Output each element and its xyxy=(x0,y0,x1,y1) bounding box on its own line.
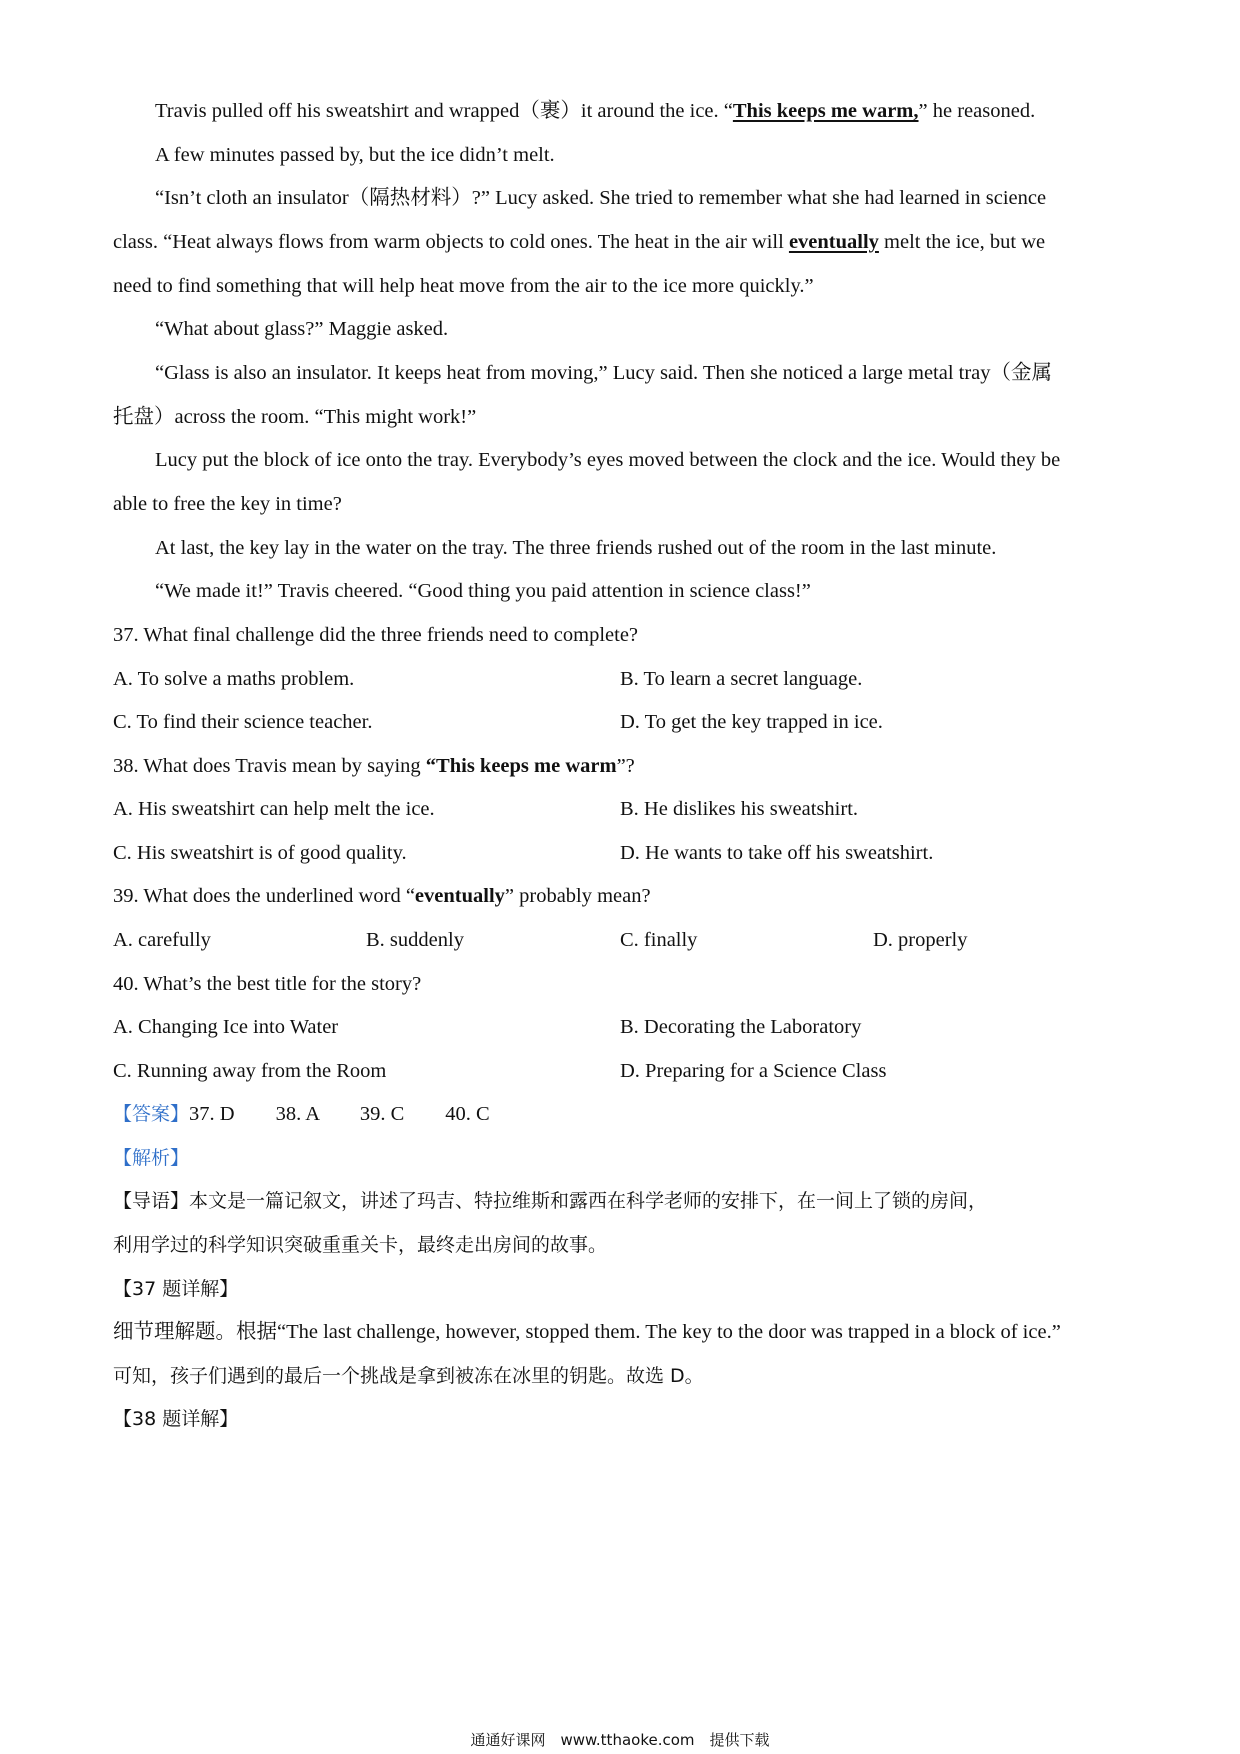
question-37-option-a: A. To solve a maths problem. xyxy=(113,668,355,690)
answer-label: 【答案】 xyxy=(113,1103,190,1125)
story-paragraph-6-line-1: Lucy put the block of ice onto the tray. Everybody’s eyes moved between the clock and the ice. Would they be xyxy=(155,449,1061,471)
q37-detail-line-2: 可知，孩子们遇到的最后一个挑战是拿到被冻在冰里的钥匙。故选 D。 xyxy=(113,1365,704,1387)
story-paragraph-4: “What about glass?” Maggie asked. xyxy=(155,318,449,340)
story-paragraph-6-line-2: able to free the key in time? xyxy=(113,493,342,515)
question-38-option-b: B. He dislikes his sweatshirt. xyxy=(620,798,859,820)
question-39-option-d: D. properly xyxy=(873,929,968,951)
answer-values: 37. D 38. A 39. C 40. C xyxy=(189,1103,490,1125)
question-text: 39. What does the underlined word “ xyxy=(113,885,415,907)
story-paragraph-8: “We made it!” Travis cheered. “Good thing you paid attention in science class!” xyxy=(155,580,811,602)
quoted-word: eventually xyxy=(414,885,505,907)
story-paragraph-3-line-3: need to find something that will help heat move from the air to the ice more quickly.” xyxy=(113,275,814,297)
question-37-stem: 37. What final challenge did the three friends need to complete? xyxy=(113,624,639,646)
underlined-word: eventually xyxy=(788,231,879,253)
question-38-option-c: C. His sweatshirt is of good quality. xyxy=(113,842,407,864)
story-text: melt the ice, but we xyxy=(878,231,1046,253)
question-40-stem: 40. What’s the best title for the story? xyxy=(113,973,422,995)
quoted-phrase: “This keeps me warm xyxy=(425,755,617,777)
underlined-phrase: This keeps me warm, xyxy=(732,100,919,122)
question-38-stem xyxy=(113,753,635,779)
question-39-stem xyxy=(113,883,651,909)
story-paragraph-5-line-2: 托盘）across the room. “This might work!” xyxy=(113,406,477,428)
intro-line-1: 【导语】本文是一篇记叙文，讲述了玛吉、特拉维斯和露西在科学老师的安排下，在一间上了锁的房间， xyxy=(113,1190,988,1212)
story-paragraph-3-line-2 xyxy=(113,229,1045,255)
question-text: ” probably mean? xyxy=(504,885,651,907)
question-40-option-a: A. Changing Ice into Water xyxy=(113,1016,339,1038)
q37-detail-heading: 【37 题详解】 xyxy=(113,1278,239,1300)
story-paragraph-5-line-1: “Glass is also an insulator. It keeps heat from moving,” Lucy said. Then she noticed a large metal tray（金属 xyxy=(155,362,1053,384)
question-text: 38. What does Travis mean by saying xyxy=(113,755,426,777)
story-text: Travis pulled off his sweatshirt and wrapped（裹）it around the ice. “ xyxy=(155,100,733,122)
analysis-label: 【解析】 xyxy=(113,1147,190,1169)
page-footer: 通通好课网 www.tthaoke.com 提供下载 xyxy=(470,1731,770,1749)
q37-detail-line-1: 细节理解题。根据“The last challenge, however, stopped them. The key to the door was trapped in a block of ice.” xyxy=(113,1321,1061,1343)
story-text: ” he reasoned. xyxy=(918,100,1036,122)
question-38-option-d: D. He wants to take off his sweatshirt. xyxy=(620,842,934,864)
question-text: ”? xyxy=(616,755,635,777)
question-39-option-b: B. suddenly xyxy=(366,929,464,951)
question-39-option-a: A. carefully xyxy=(113,929,211,951)
question-38-option-a: A. His sweatshirt can help melt the ice. xyxy=(113,798,435,820)
story-paragraph-2: A few minutes passed by, but the ice didn’t melt. xyxy=(155,144,555,166)
answer-line xyxy=(113,1101,490,1127)
question-37-option-b: B. To learn a secret language. xyxy=(620,668,863,690)
story-paragraph-3-line-1: “Isn’t cloth an insulator（隔热材料）?” Lucy asked. She tried to remember what she had learned in science xyxy=(155,187,1047,209)
question-39-option-c: C. finally xyxy=(620,929,698,951)
q38-detail-heading: 【38 题详解】 xyxy=(113,1408,239,1430)
intro-line-2: 利用学过的科学知识突破重重关卡，最终走出房间的故事。 xyxy=(113,1234,608,1256)
story-paragraph-1 xyxy=(155,98,1035,124)
question-40-option-c: C. Running away from the Room xyxy=(113,1060,387,1082)
story-paragraph-7: At last, the key lay in the water on the tray. The three friends rushed out of the room in the last minute. xyxy=(155,537,997,559)
question-37-option-d: D. To get the key trapped in ice. xyxy=(620,711,883,733)
story-text: class. “Heat always flows from warm objects to cold ones. The heat in the air will xyxy=(113,231,789,253)
question-40-option-d: D. Preparing for a Science Class xyxy=(620,1060,887,1082)
question-40-option-b: B. Decorating the Laboratory xyxy=(620,1016,862,1038)
question-37-option-c: C. To find their science teacher. xyxy=(113,711,373,733)
